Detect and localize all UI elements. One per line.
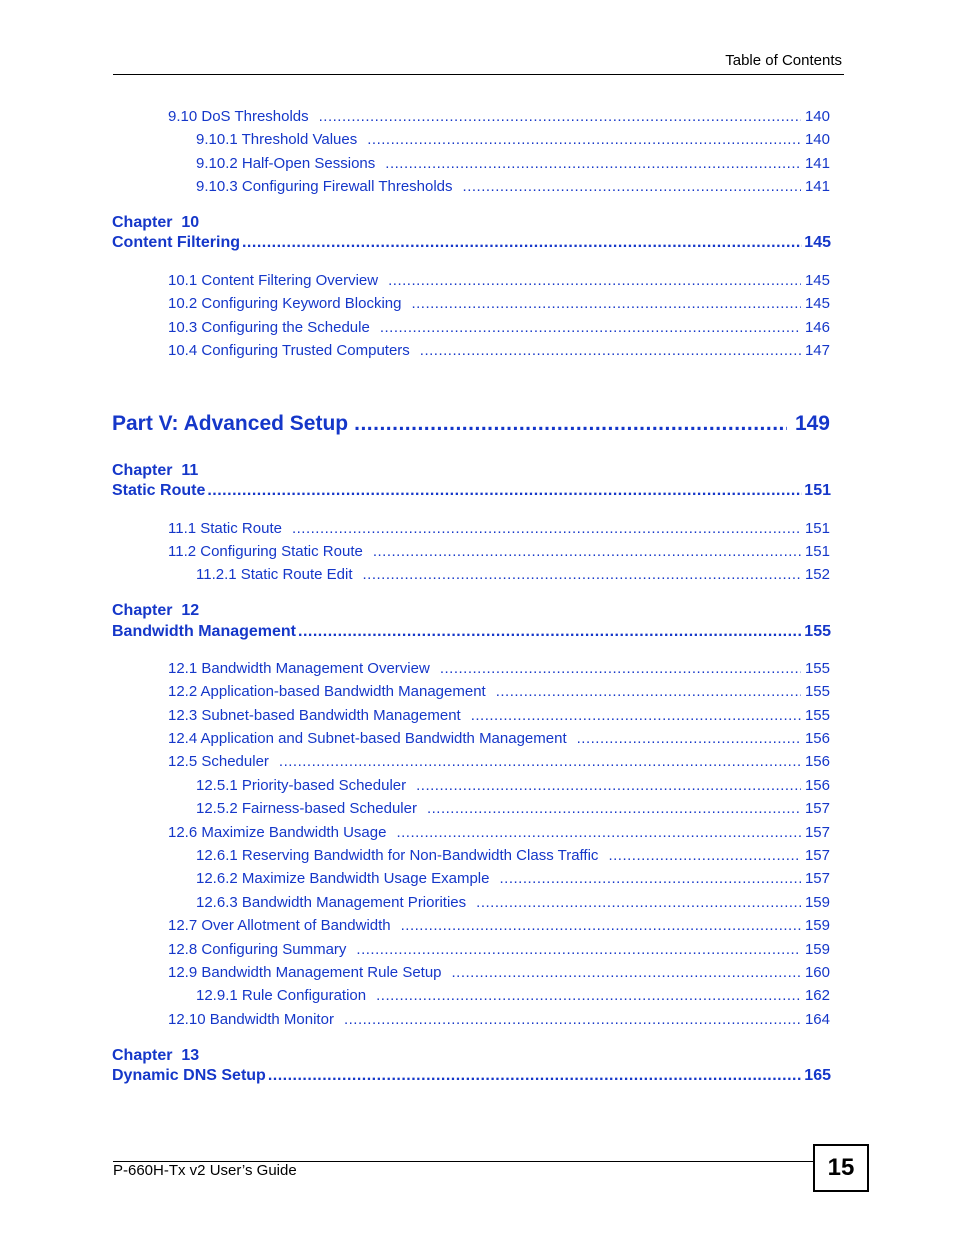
- chapter-title-entry[interactable]: Dynamic DNS Setup ..... 165: [112, 1067, 831, 1085]
- toc-entry[interactable]: 12.6.2 Maximize Bandwidth Usage Example ..... 157: [196, 870, 830, 888]
- toc-entry[interactable]: 10.2 Configuring Keyword Blocking ..... 145: [168, 295, 830, 313]
- header-rule: [113, 74, 844, 75]
- toc-entry[interactable]: 12.1 Bandwidth Management Overview ..... 155: [168, 660, 830, 678]
- part-title-entry[interactable]: Part V: Advanced Setup ..... 149: [112, 411, 830, 437]
- toc-entry[interactable]: 12.4 Application and Subnet-based Bandwidth Management ..... 156: [168, 730, 830, 748]
- toc-entry[interactable]: 11.2.1 Static Route Edit ..... 152: [196, 566, 830, 584]
- chapter-label: Chapter 13: [112, 1047, 200, 1064]
- toc-entry[interactable]: 10.1 Content Filtering Overview ..... 145: [168, 272, 830, 290]
- toc-entry[interactable]: 12.9 Bandwidth Management Rule Setup ..... 160: [168, 964, 830, 982]
- toc-entry[interactable]: 12.2 Application-based Bandwidth Management ..... 155: [168, 683, 830, 701]
- toc-entry[interactable]: 9.10.3 Configuring Firewall Thresholds ..... 141: [196, 178, 830, 196]
- toc-entry[interactable]: 12.3 Subnet-based Bandwidth Management ..... 155: [168, 707, 830, 725]
- toc-entry[interactable]: 12.9.1 Rule Configuration ..... 162: [196, 987, 830, 1005]
- toc-entry[interactable]: 12.6 Maximize Bandwidth Usage ..... 157: [168, 824, 830, 842]
- chapter-label: Chapter 12: [112, 602, 200, 619]
- toc-entry[interactable]: 12.6.3 Bandwidth Management Priorities ..... 159: [196, 894, 830, 912]
- toc-entry[interactable]: 12.10 Bandwidth Monitor ..... 164: [168, 1011, 830, 1029]
- chapter-title-entry[interactable]: Bandwidth Management ..... 155: [112, 623, 831, 641]
- guide-title: P-660H-Tx v2 User’s Guide: [113, 1162, 297, 1179]
- toc-entry[interactable]: 12.5.2 Fairness-based Scheduler ..... 157: [196, 800, 830, 818]
- toc-entry[interactable]: 12.5 Scheduler ..... 156: [168, 753, 830, 771]
- page-number: 15: [813, 1144, 869, 1192]
- chapter-title-entry[interactable]: Content Filtering ..... 145: [112, 234, 831, 252]
- toc-entry[interactable]: 10.3 Configuring the Schedule ..... 146: [168, 319, 830, 337]
- toc-entry[interactable]: 12.8 Configuring Summary ..... 159: [168, 941, 830, 959]
- toc-entry[interactable]: 9.10.1 Threshold Values ..... 140: [196, 131, 830, 149]
- chapter-title-entry[interactable]: Static Route ..... 151: [112, 482, 831, 500]
- header-title: Table of Contents: [725, 52, 842, 69]
- toc-entry[interactable]: 10.4 Configuring Trusted Computers ..... 147: [168, 342, 830, 360]
- toc-entry[interactable]: 9.10 DoS Thresholds ..... 140: [168, 108, 830, 126]
- toc-entry[interactable]: 11.2 Configuring Static Route ..... 151: [168, 543, 830, 561]
- toc-entry[interactable]: 11.1 Static Route ..... 151: [168, 520, 830, 538]
- toc-entry[interactable]: 12.5.1 Priority-based Scheduler ..... 156: [196, 777, 830, 795]
- chapter-label: Chapter 10: [112, 214, 200, 231]
- toc-entry[interactable]: 12.7 Over Allotment of Bandwidth ..... 159: [168, 917, 830, 935]
- toc-entry[interactable]: 12.6.1 Reserving Bandwidth for Non-Bandwidth Class Traffic ..... 157: [196, 847, 830, 865]
- toc-entry[interactable]: 9.10.2 Half-Open Sessions ..... 141: [196, 155, 830, 173]
- chapter-label: Chapter 11: [112, 462, 199, 479]
